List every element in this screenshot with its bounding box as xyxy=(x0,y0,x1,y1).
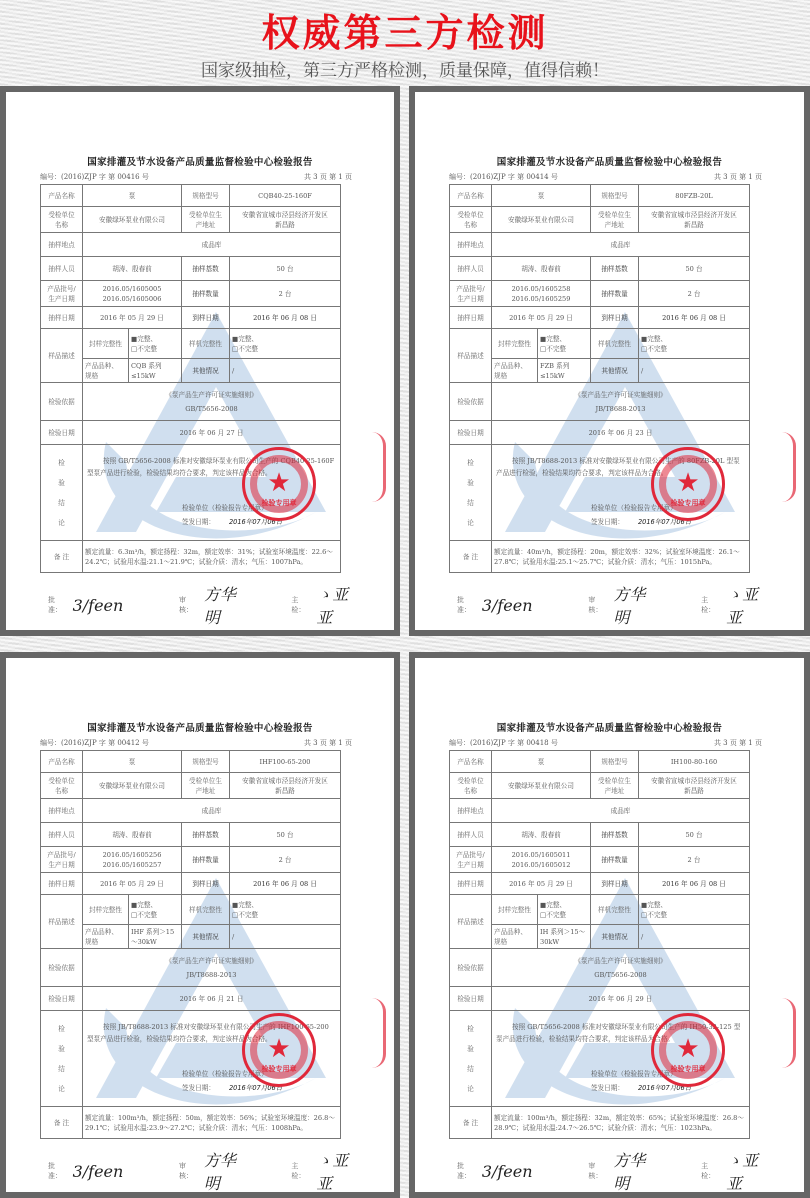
sampling-date: 2016 年 05 月 29 日 xyxy=(83,873,182,895)
label-arrival-date: 到样日期 xyxy=(591,307,639,329)
remarks: 额定流量：6.3m³/h，额定扬程：32m，额定效率：31%；试验室环境温度：22.6～24.2℃；试验用水温:21.1～21.9℃；试验介质：清水；气压：1007hPa。 xyxy=(83,541,341,573)
label-sample-base: 抽样基数 xyxy=(591,257,639,281)
label-batch: 产品批号/ 生产日期 xyxy=(450,847,492,873)
seal-integrity-options xyxy=(538,895,591,925)
conclusion xyxy=(492,1011,750,1107)
approve-signature: 3/feen xyxy=(481,1161,533,1181)
document-meta xyxy=(449,172,762,182)
inspected-address: 安徽省宣城市泾县经济开发区 新昌路 xyxy=(230,207,341,233)
label-inspected-unit: 受检单位 名称 xyxy=(41,773,83,799)
chief-label: 主检： xyxy=(701,596,716,614)
report-serial: 编号：(2016)ZJP 字 第 00414 号 xyxy=(449,173,558,181)
issuing-unit: 检验单位（检验报告专用章） xyxy=(591,504,677,512)
batch-numbers: 2016.05/1605005 2016.05/1605006 xyxy=(83,281,182,307)
sampler: 胡涛、殷春前 xyxy=(492,257,591,281)
checkbox-incomplete-unchecked: □不完整 xyxy=(641,344,668,353)
label-batch: 产品批号/ 生产日期 xyxy=(41,847,83,873)
arrival-date: 2016 年 06 月 08 日 xyxy=(639,873,750,895)
label-seal-integrity: 封样完整性 xyxy=(492,329,538,359)
label-conclusion: 检 验 结 论 xyxy=(450,445,492,541)
chief-signature: ゝ亚亚 xyxy=(726,585,759,627)
banner xyxy=(0,0,810,86)
chief-signature: ゝ亚亚 xyxy=(316,585,349,627)
label-machine-integrity: 样机完整性 xyxy=(591,329,639,359)
label-remarks: 备 注 xyxy=(450,541,492,573)
basis: 《泵产品生产许可证实施细则》 JB/T8688-2013 xyxy=(492,383,750,421)
label-seal-integrity: 封样完整性 xyxy=(83,329,129,359)
sampling-date: 2016 年 05 月 29 日 xyxy=(83,307,182,329)
seal-integrity-options xyxy=(129,895,182,925)
batch-numbers: 2016.05/1605258 2016.05/1605259 xyxy=(492,281,591,307)
document-title: 国家排灌及节水设备产品质量监督检验中心检验报告 xyxy=(496,723,723,734)
document-title: 国家排灌及节水设备产品质量监督检验中心检验报告 xyxy=(496,157,723,168)
inspected-address: 安徽省宣城市泾县经济开发区 新昌路 xyxy=(639,773,750,799)
label-basis: 检验依据 xyxy=(450,383,492,421)
checkbox-complete-checked: ■完整、 xyxy=(540,900,567,909)
label-inspected-address: 受检单位生 产地址 xyxy=(182,207,230,233)
issue-date: 2016年07月06日 xyxy=(637,518,692,526)
test-date: 2016 年 06 月 29 日 xyxy=(492,987,750,1011)
chief-label: 主检： xyxy=(701,1162,716,1180)
approve-signature: 3/feen xyxy=(481,595,533,615)
batch-numbers: 2016.05/1605011 2016.05/1605012 xyxy=(492,847,591,873)
label-inspected-address: 受检单位生 产地址 xyxy=(591,207,639,233)
basis: 《泵产品生产许可证实施细则》 GB/T5656-2008 xyxy=(83,383,341,421)
checkbox-incomplete-unchecked: □不完整 xyxy=(131,344,158,353)
label-spec-model: 规格型号 xyxy=(591,751,639,773)
edge-seal-icon xyxy=(782,998,796,1068)
label-sampler: 抽样人员 xyxy=(41,257,83,281)
label-seal-integrity: 封样完整性 xyxy=(492,895,538,925)
variety: CQB 系列≤15kW xyxy=(129,359,182,383)
other-info: / xyxy=(230,359,341,383)
checkbox-incomplete-unchecked: □不完整 xyxy=(232,344,259,353)
label-conclusion: 检 验 结 论 xyxy=(41,1011,83,1107)
label-variety: 产品品种、 规格 xyxy=(492,925,538,949)
chief-label: 主检： xyxy=(291,1162,306,1180)
label-product-name: 产品名称 xyxy=(450,185,492,207)
label-remarks: 备 注 xyxy=(41,1107,83,1139)
label-product-name: 产品名称 xyxy=(450,751,492,773)
label-arrival-date: 到样日期 xyxy=(591,873,639,895)
conclusion xyxy=(492,445,750,541)
approve-signature: 3/feen xyxy=(72,1161,124,1181)
checkbox-complete-checked: ■完整、 xyxy=(131,900,158,909)
sampler: 胡涛、殷春前 xyxy=(492,823,591,847)
label-sample-qty: 抽样数量 xyxy=(182,281,230,307)
remarks: 额定流量：40m³/h，额定扬程：20m，额定效率：32%；试验室环境温度：26.1～27.8℃；试验用水温:25.1～25.7℃；试验介质：清水；气压：1015hPa。 xyxy=(492,541,750,573)
report-serial: 编号：(2016)ZJP 字 第 00416 号 xyxy=(40,173,149,181)
report-serial: 编号：(2016)ZJP 字 第 00418 号 xyxy=(449,739,558,747)
inspected-unit: 安徽绿环泵业有限公司 xyxy=(492,773,591,799)
variety: IHF 系列＞15～30kW xyxy=(129,925,182,949)
official-seal-icon: ★ 检验专用章 xyxy=(242,1013,316,1087)
label-inspected-unit: 受检单位 名称 xyxy=(41,207,83,233)
chief-signature: ゝ亚亚 xyxy=(726,1151,759,1193)
spec-model: IHF100-65-200 xyxy=(230,751,341,773)
label-sampler: 抽样人员 xyxy=(450,823,492,847)
inspected-unit: 安徽绿环泵业有限公司 xyxy=(83,773,182,799)
checkbox-complete-checked: ■完整、 xyxy=(540,334,567,343)
issue-date-row: 签发日期： 2016年07月06日 xyxy=(182,518,283,526)
sampling-place: 成品库 xyxy=(83,233,341,257)
checkbox-incomplete-unchecked: □不完整 xyxy=(641,910,668,919)
label-sampling-date: 抽样日期 xyxy=(450,873,492,895)
label-machine-integrity: 样机完整性 xyxy=(182,895,230,925)
label-sample-qty: 抽样数量 xyxy=(182,847,230,873)
signature-row xyxy=(457,582,774,628)
conclusion-text: 按照 JB/T8688-2013 标准对安徽绿环泵业有限公司生产的 80FZB-20L 型泵产品进行检验，检验结果均符合要求，判定该样品为合格。 xyxy=(496,457,740,477)
label-variety: 产品品种、 规格 xyxy=(492,359,538,383)
label-sampling-place: 抽样地点 xyxy=(450,799,492,823)
arrival-date: 2016 年 06 月 08 日 xyxy=(230,307,341,329)
machine-integrity-options xyxy=(230,329,341,359)
signature-row xyxy=(48,1148,364,1194)
issue-date-row: 签发日期： 2016年07月06日 xyxy=(182,1084,283,1092)
conclusion xyxy=(83,445,341,541)
label-sample-qty: 抽样数量 xyxy=(591,281,639,307)
label-spec-model: 规格型号 xyxy=(182,751,230,773)
label-arrival-date: 到样日期 xyxy=(182,873,230,895)
official-seal-icon: ★ 检验专用章 xyxy=(651,1013,725,1087)
document-title: 国家排灌及节水设备产品质量监督检验中心检验报告 xyxy=(87,157,313,168)
inspected-unit: 安徽绿环泵业有限公司 xyxy=(83,207,182,233)
issue-date: 2016年07月06日 xyxy=(228,1084,283,1092)
checkbox-incomplete-unchecked: □不完整 xyxy=(131,910,158,919)
report-panel-3 xyxy=(0,652,400,1198)
issuing-unit: 检验单位（检验报告专用章） xyxy=(182,504,268,512)
batch-numbers: 2016.05/1605256 2016.05/1605257 xyxy=(83,847,182,873)
label-remarks: 备 注 xyxy=(41,541,83,573)
label-sampling-place: 抽样地点 xyxy=(41,233,83,257)
label-sample-base: 抽样基数 xyxy=(182,257,230,281)
machine-integrity-options xyxy=(639,329,750,359)
label-inspected-address: 受检单位生 产地址 xyxy=(591,773,639,799)
page-count: 共 3 页 第 1 页 xyxy=(303,739,352,747)
arrival-date: 2016 年 06 月 08 日 xyxy=(639,307,750,329)
banner-subtitle: 国家级抽检，第三方严格检测，质量保障，值得信赖！ xyxy=(201,61,609,81)
report-table xyxy=(449,184,750,573)
product-name: 泵 xyxy=(492,751,591,773)
label-sample-base: 抽样基数 xyxy=(591,823,639,847)
label-inspected-unit: 受检单位 名称 xyxy=(450,207,492,233)
report-panel-1 xyxy=(0,86,400,636)
label-sampler: 抽样人员 xyxy=(450,257,492,281)
other-info: / xyxy=(230,925,341,949)
sampling-place: 成品库 xyxy=(492,233,750,257)
spec-model: IH100-80-160 xyxy=(639,751,750,773)
banner-title: 权威第三方检测 xyxy=(261,11,549,55)
report-panel-4 xyxy=(409,652,810,1198)
chief-label: 主检： xyxy=(291,596,306,614)
edge-seal-icon xyxy=(782,432,796,502)
checkbox-incomplete-unchecked: □不完整 xyxy=(540,910,567,919)
product-name: 泵 xyxy=(83,751,182,773)
label-sampling-date: 抽样日期 xyxy=(41,873,83,895)
approve-label: 批准： xyxy=(457,596,471,614)
machine-integrity-options xyxy=(639,895,750,925)
label-conclusion: 检 验 结 论 xyxy=(41,445,83,541)
spec-model: CQB40-25-160F xyxy=(230,185,341,207)
spec-model: 80FZB-20L xyxy=(639,185,750,207)
label-test-date: 检验日期 xyxy=(450,421,492,445)
label-spec-model: 规格型号 xyxy=(182,185,230,207)
review-label: 审核： xyxy=(179,596,193,614)
checkbox-incomplete-unchecked: □不完整 xyxy=(232,910,259,919)
inspected-address: 安徽省宣城市泾县经济开发区 新昌路 xyxy=(230,773,341,799)
sampling-place: 成品库 xyxy=(83,799,341,823)
signature-row xyxy=(457,1148,774,1194)
basis: 《泵产品生产许可证实施细则》 JB/T8688-2013 xyxy=(83,949,341,987)
label-other: 其他情况 xyxy=(591,925,639,949)
label-variety: 产品品种、 规格 xyxy=(83,925,129,949)
sampling-date: 2016 年 05 月 29 日 xyxy=(492,873,591,895)
label-spec-model: 规格型号 xyxy=(591,185,639,207)
sample-qty: 2 台 xyxy=(230,847,341,873)
conclusion-text: 按照 GB/T5656-2008 标准对安徽绿环泵业有限公司生产的 CQB40-25-160F 型泵产品进行检验，检验结果均符合要求，判定该样品为合格。 xyxy=(87,457,335,477)
sampler: 胡涛、殷春前 xyxy=(83,257,182,281)
seal-integrity-options xyxy=(538,329,591,359)
approve-signature: 3/feen xyxy=(72,595,124,615)
label-product-name: 产品名称 xyxy=(41,751,83,773)
issue-date-row: 签发日期： 2016年07月06日 xyxy=(591,518,692,526)
review-signature: 方华明 xyxy=(203,585,236,627)
inspected-unit: 安徽绿环泵业有限公司 xyxy=(492,207,591,233)
label-sampling-date: 抽样日期 xyxy=(41,307,83,329)
test-date: 2016 年 06 月 27 日 xyxy=(83,421,341,445)
checkbox-complete-checked: ■完整、 xyxy=(232,900,259,909)
conclusion xyxy=(83,1011,341,1107)
checkbox-complete-checked: ■完整、 xyxy=(232,334,259,343)
sample-qty: 2 台 xyxy=(230,281,341,307)
label-remarks: 备 注 xyxy=(450,1107,492,1139)
edge-seal-icon xyxy=(372,998,386,1068)
review-label: 审核： xyxy=(588,1162,603,1180)
document-meta xyxy=(40,172,352,182)
review-label: 审核： xyxy=(588,596,603,614)
checkbox-complete-checked: ■完整、 xyxy=(641,334,668,343)
label-sample-desc: 样品描述 xyxy=(41,329,83,383)
machine-integrity-options xyxy=(230,895,341,925)
label-arrival-date: 到样日期 xyxy=(182,307,230,329)
label-basis: 检验依据 xyxy=(41,383,83,421)
review-signature: 方华明 xyxy=(613,585,646,627)
remarks: 额定流量：100m³/h，额定扬程：32m，额定效率：65%；试验室环境温度：26.8～28.9℃；试验用水温:24.7～26.5℃；试验介质：清水；气压：1023hPa。 xyxy=(492,1107,750,1139)
variety: IH 系列＞15～30kW xyxy=(538,925,591,949)
label-inspected-unit: 受检单位 名称 xyxy=(450,773,492,799)
basis: 《泵产品生产许可证实施细则》 GB/T5656-2008 xyxy=(492,949,750,987)
sample-base: 50 台 xyxy=(639,257,750,281)
page-count: 共 3 页 第 1 页 xyxy=(713,173,762,181)
chief-signature: ゝ亚亚 xyxy=(316,1151,349,1193)
sample-base: 50 台 xyxy=(230,823,341,847)
conclusion-text: 按照 JB/T8688-2013 标准对安徽绿环泵业有限公司生产的 IHF100-65-200 型泵产品进行检验，检验结果均符合要求，判定该样品为合格。 xyxy=(87,1023,329,1043)
sample-qty: 2 台 xyxy=(639,847,750,873)
checkbox-incomplete-unchecked: □不完整 xyxy=(540,344,567,353)
label-product-name: 产品名称 xyxy=(41,185,83,207)
sample-base: 50 台 xyxy=(639,823,750,847)
checkbox-complete-checked: ■完整、 xyxy=(131,334,158,343)
sample-qty: 2 台 xyxy=(639,281,750,307)
label-other: 其他情况 xyxy=(591,359,639,383)
label-sample-desc: 样品描述 xyxy=(450,895,492,949)
report-panel-2 xyxy=(409,86,810,636)
label-other: 其他情况 xyxy=(182,359,230,383)
approve-label: 批准： xyxy=(48,596,62,614)
report-table xyxy=(40,184,341,573)
label-variety: 产品品种、 规格 xyxy=(83,359,129,383)
remarks: 额定流量：100m³/h，额定扬程：50m，额定效率：56%；试验室环境温度：26.8～29.1℃；试验用水温:23.9～27.2℃；试验介质：清水；气压：1008hPa。 xyxy=(83,1107,341,1139)
label-sampling-place: 抽样地点 xyxy=(450,233,492,257)
issue-date-row: 签发日期： 2016年07月06日 xyxy=(591,1084,692,1092)
signature-row xyxy=(48,582,364,628)
report-serial: 编号：(2016)ZJP 字 第 00412 号 xyxy=(40,739,149,747)
label-seal-integrity: 封样完整性 xyxy=(83,895,129,925)
label-sample-base: 抽样基数 xyxy=(182,823,230,847)
other-info: / xyxy=(639,359,750,383)
report-table xyxy=(40,750,341,1139)
label-batch: 产品批号/ 生产日期 xyxy=(450,281,492,307)
approve-label: 批准： xyxy=(48,1162,62,1180)
review-signature: 方华明 xyxy=(613,1151,646,1193)
page-count: 共 3 页 第 1 页 xyxy=(303,173,352,181)
label-other: 其他情况 xyxy=(182,925,230,949)
issue-date: 2016年07月06日 xyxy=(228,518,283,526)
edge-seal-icon xyxy=(372,432,386,502)
variety: FZB 系列≤15kW xyxy=(538,359,591,383)
label-test-date: 检验日期 xyxy=(450,987,492,1011)
sampling-place: 成品库 xyxy=(492,799,750,823)
label-machine-integrity: 样机完整性 xyxy=(182,329,230,359)
other-info: / xyxy=(639,925,750,949)
official-seal-icon: ★ 检验专用章 xyxy=(651,447,725,521)
conclusion-text: 按照 GB/T5656-2008 标准对安徽绿环泵业有限公司生产的 IH50-32-125 型泵产品进行检验，检验结果均符合要求，判定该样品为合格。 xyxy=(496,1023,741,1043)
issue-date: 2016年07月06日 xyxy=(637,1084,692,1092)
product-name: 泵 xyxy=(492,185,591,207)
review-label: 审核： xyxy=(179,1162,193,1180)
test-date: 2016 年 06 月 23 日 xyxy=(492,421,750,445)
label-sample-qty: 抽样数量 xyxy=(591,847,639,873)
label-sampling-date: 抽样日期 xyxy=(450,307,492,329)
issuing-unit: 检验单位（检验报告专用章） xyxy=(182,1070,268,1078)
label-inspected-address: 受检单位生 产地址 xyxy=(182,773,230,799)
sample-base: 50 台 xyxy=(230,257,341,281)
approve-label: 批准： xyxy=(457,1162,471,1180)
issuing-unit: 检验单位（检验报告专用章） xyxy=(591,1070,677,1078)
sampling-date: 2016 年 05 月 29 日 xyxy=(492,307,591,329)
label-sample-desc: 样品描述 xyxy=(41,895,83,949)
inspected-address: 安徽省宣城市泾县经济开发区 新昌路 xyxy=(639,207,750,233)
label-test-date: 检验日期 xyxy=(41,421,83,445)
label-sampling-place: 抽样地点 xyxy=(41,799,83,823)
checkbox-complete-checked: ■完整、 xyxy=(641,900,668,909)
label-sampler: 抽样人员 xyxy=(41,823,83,847)
review-signature: 方华明 xyxy=(203,1151,236,1193)
sampler: 胡涛、殷春前 xyxy=(83,823,182,847)
arrival-date: 2016 年 06 月 08 日 xyxy=(230,873,341,895)
label-basis: 检验依据 xyxy=(41,949,83,987)
page-count: 共 3 页 第 1 页 xyxy=(713,739,762,747)
label-conclusion: 检 验 结 论 xyxy=(450,1011,492,1107)
document-title: 国家排灌及节水设备产品质量监督检验中心检验报告 xyxy=(87,723,313,734)
label-batch: 产品批号/ 生产日期 xyxy=(41,281,83,307)
document-meta xyxy=(40,738,352,748)
report-table xyxy=(449,750,750,1139)
product-name: 泵 xyxy=(83,185,182,207)
official-seal-icon: ★ 检验专用章 xyxy=(242,447,316,521)
label-machine-integrity: 样机完整性 xyxy=(591,895,639,925)
label-sample-desc: 样品描述 xyxy=(450,329,492,383)
label-basis: 检验依据 xyxy=(450,949,492,987)
test-date: 2016 年 06 月 21 日 xyxy=(83,987,341,1011)
seal-integrity-options xyxy=(129,329,182,359)
label-test-date: 检验日期 xyxy=(41,987,83,1011)
document-meta xyxy=(449,738,762,748)
